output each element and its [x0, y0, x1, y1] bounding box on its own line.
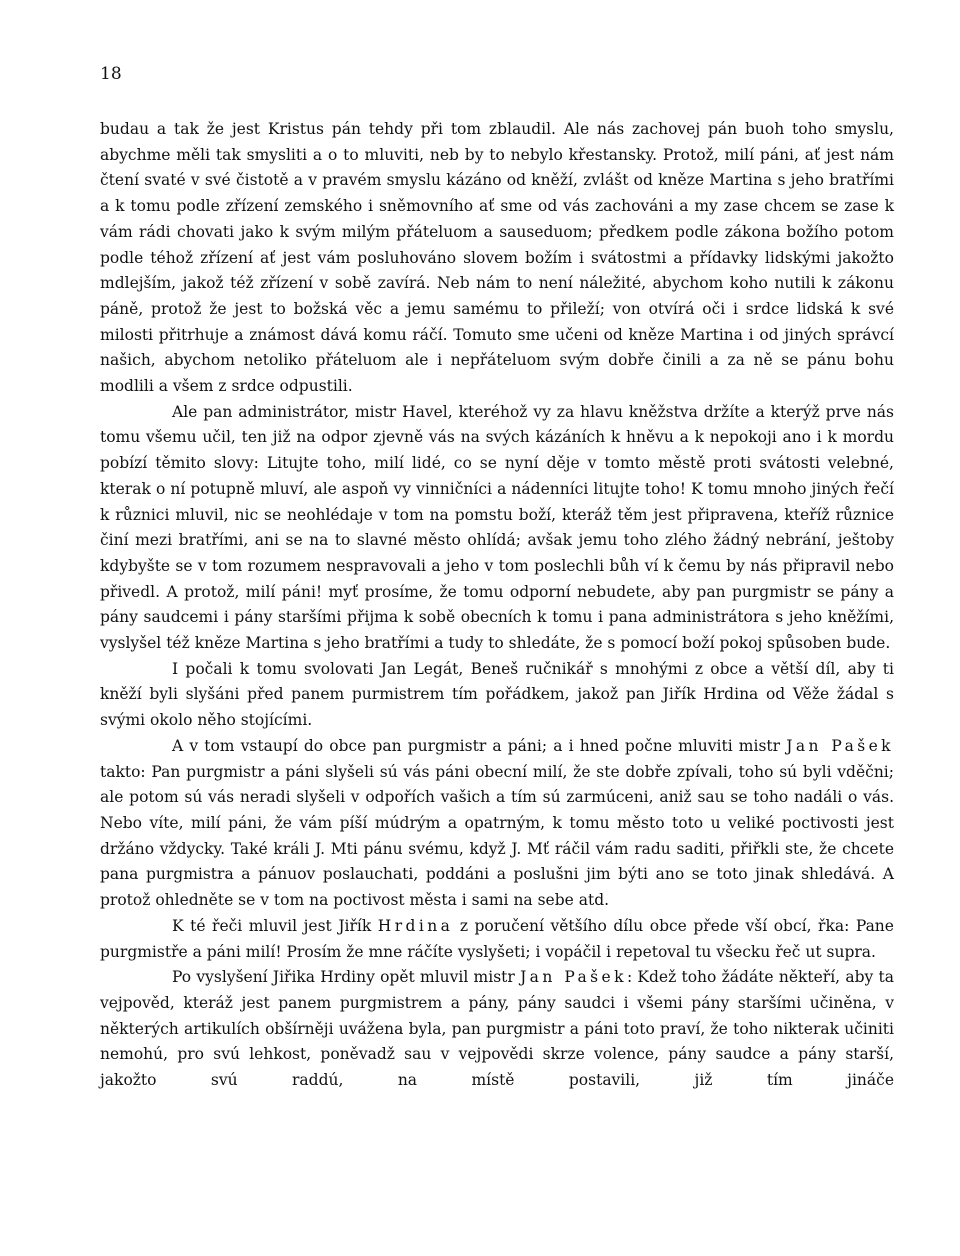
paragraph-6-text-before: Po vyslyšení Jiřika Hrdiny opět mluvil mistr [172, 968, 515, 987]
paragraph-4-text-after: takto: Pan purgmistr a páni slyšeli sú vás páni obecní milí, že ste dobře zpívali, toho sú byli vděčni; ale potom sú vás neradi slyšeli v odpořích vašich a tím sú zarmúceni, aniž sau se toho nadáli o vás. Nebo víte, milí páni, že vám píší múdrým a opatrným, k tomu město toto u veliké poctivosti jest držáno vždycky. Také králi J. Mti pánu svému, když J. Mť ráčil vám radu saditi, přiřkli ste, že chcete pana purgmistra a pánuov poslauchati, poddáni a poslušni jim býti ano se toto jinak shledává. A protož ohledněte se v tom na poctivost města i sami na sebe atd. [100, 762, 894, 910]
paragraph-6-text-after: : Kdež toho žádáte někteří, aby ta vejpověd, kteráž jest panem purgmistrem a pány, pány saudci i všemi pány staršími učiněna, v některých artikulích obšírněji uvážena byla, pan purgmistr a páni toto praví, že toho nikterak učiniti nemohú, pro svú lehkost, poněvadž sau v vejpovědi skrze volence, pány saudce a pány starší, jakožto svú raddú, na místě postavili, již tím jináče [100, 968, 894, 1090]
paragraph-4 [100, 734, 894, 914]
body-text [100, 117, 894, 1094]
paragraph-4-text-before: A v tom vstaupí do obce pan purgmistr a páni; a i hned počne mluviti mistr [172, 736, 781, 755]
paragraph-5-text-before: K té řeči mluvil jest Jiřík [172, 916, 372, 935]
paragraph-5 [100, 914, 894, 965]
paragraph-3: I počali k tomu svolovati Jan Legát, Beneš ručnikář s mnohými z obce a větší díl, aby ti kněží byli slyšáni před panem purmistrem tím pořádkem, jakož pan Jiřík Hrdina od Věže žádal s svými okolo něho stojícími. [100, 659, 894, 730]
paragraph-4-spaced-name: Jan Pašek [786, 736, 894, 755]
paragraph-6 [100, 965, 894, 1094]
paragraph-6-spaced-name: Jan Pašek [520, 968, 627, 987]
paragraph-5-text-after: z poručení většího dílu obce přede vší obcí, řka: Pane purgmistře a páni milí! Prosím že mne ráčíte vyslyšeti; i vopáčil i repetoval tu všecku řeč ut supra. [100, 916, 894, 961]
paragraph-5-spaced-name: Hrdina [377, 916, 454, 935]
page-number: 18 [100, 64, 122, 84]
paragraph-2: Ale pan administrátor, mistr Havel, kteréhož vy za hlavu kněžstva držíte a kterýž prve nás tomu všemu učil, ten již na odpor zjevně vás na svých kázáních k hněvu a k nepokoji ano i k mordu pobízí těmito slovy: Litujte toho, milí lidé, co se nyní děje v tomto městě proti svátosti velebné, kterak o ní potupně mluví, ale aspoň vy vinničníci a nádenníci litujte toho! K tomu mnoho jiných řečí k různici mluvil, nic se neohlédaje v tom na pomstu boží, kteráž těm jest připravena, kteříž různice činí mezi bratřími, ani se na to slavné město ohlídá; avšak jemu toho zlého žádný nebrání, ještoby kdybyšte se v tom rozumem nespravovali a jeho v tom poslechli bůh ví k čemu by nás připravil nebo přivedl. A protož, milí páni! myť prosíme, že tomu odporní nebudete, aby pan purgmistr se pány a pány saudcemi i pány staršími přijma k sobě obecních k tomu i pana administrátora s jeho kněžími, vyslyšel též kněze Martina s jeho bratřími a tudy to shledáte, že s pomocí boží pokoj spůsoben bude. [100, 402, 894, 653]
paragraph-1: budau a tak že jest Kristus pán tehdy při tom zblaudil. Ale nás zachovej pán buoh toho smyslu, abychme měli tak smysliti a o to mluviti, neb by to nebylo křestansky. Protož, milí páni, ať jest nám čtení svaté v své čistotě a v pravém smyslu kázáno od kněží, zvlášt od kněze Martina s jeho bratřími a k tomu podle zřízení zemského i sněmovního ať sme od vás zachováni a my zase chcem se zase k vám rádi chovati jako k svým milým přáteluom a sauseduom; předkem podle zákona božího potom podle téhož zřízení ať jest vám posluhováno slovem božím i svátostmi a přídavky lidskými jakožto mdlejším, jakož též zřízení v sobě zavírá. Neb nám to není náležité, abychom koho nutili k zákonu páně, protož že jest to božská věc a jemu samému to přileží; von otvírá oči i srdce lidská k své milosti přitrhuje a známost dává komu ráčí. Tomuto sme učeni od kněze Martina i od jiných správcí našich, abychom netoliko přáteluom ale i nepřáteluom svým dobře činili a za ně se pánu bohu modlili a všem z srdce odpustili. [100, 120, 894, 396]
